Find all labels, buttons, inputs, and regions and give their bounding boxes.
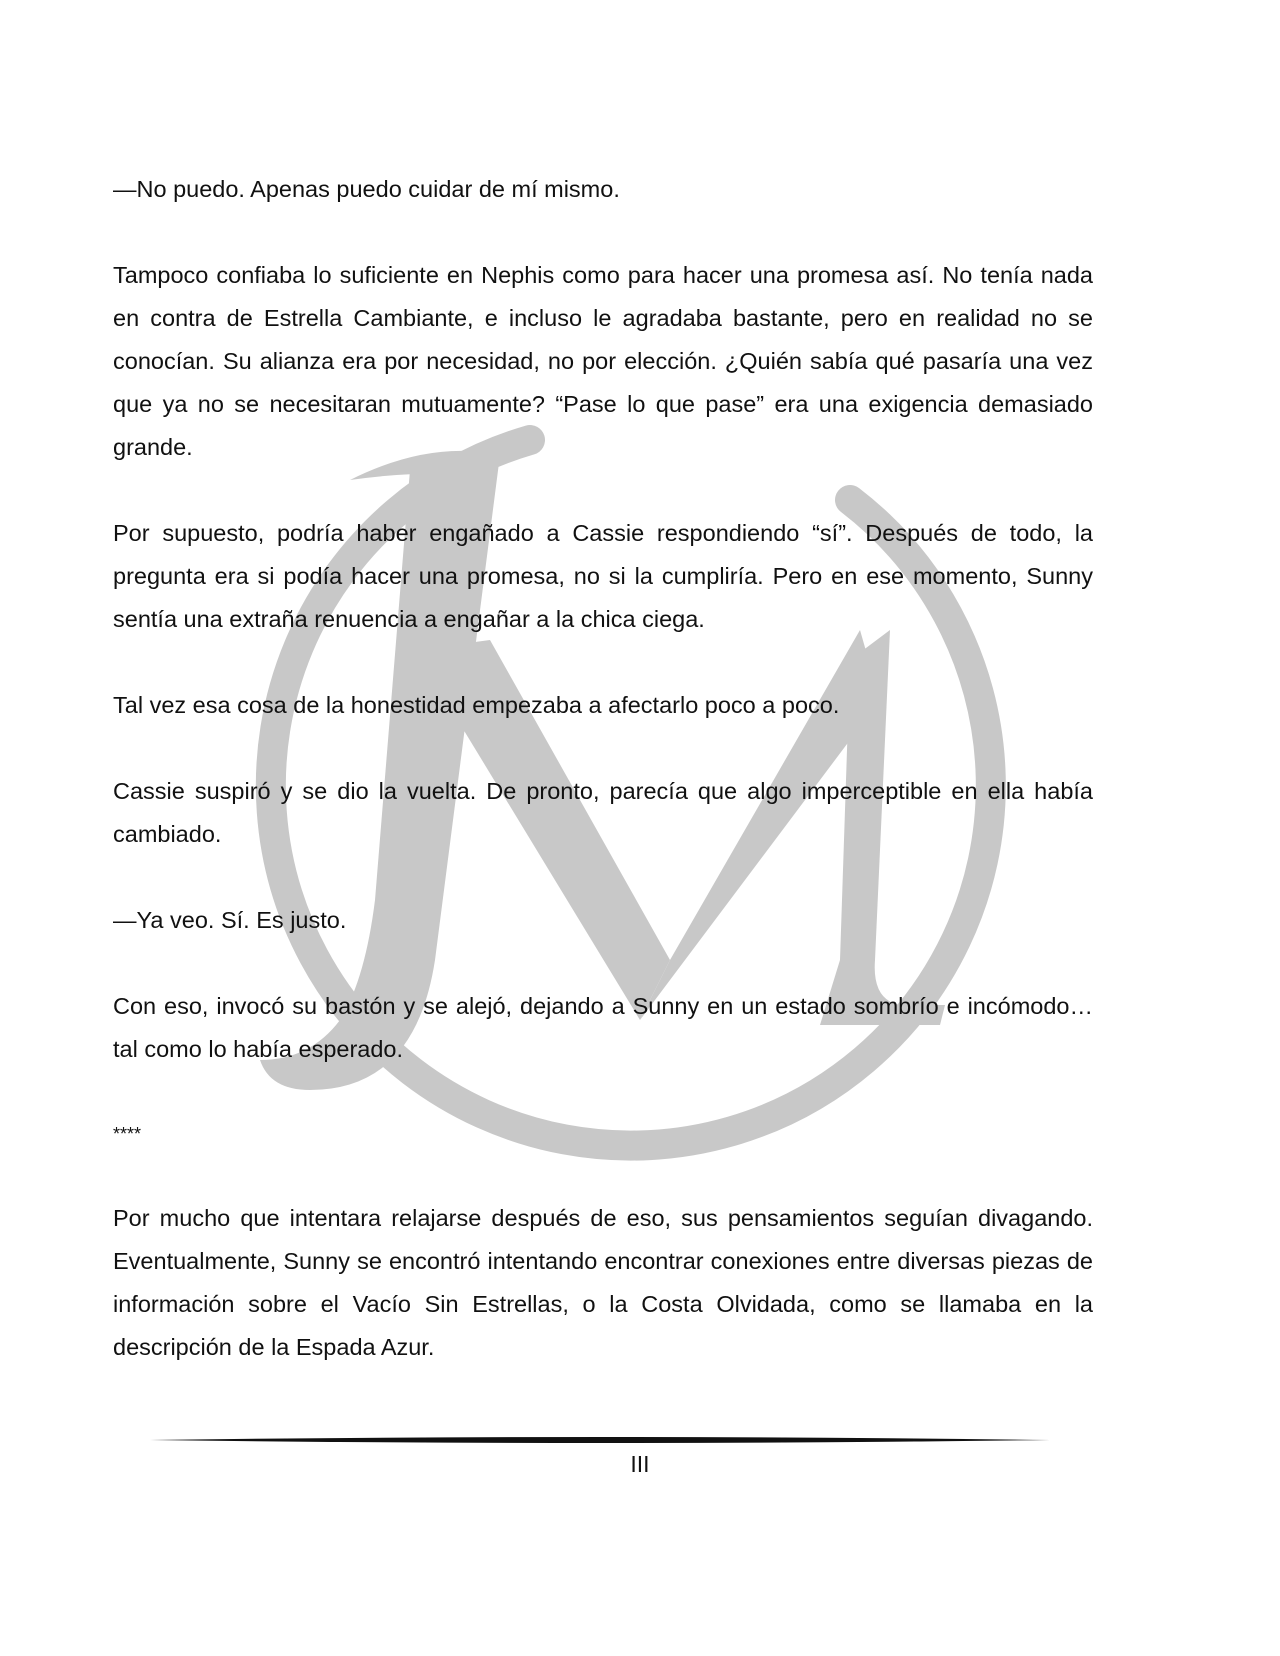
- paragraph-7: Con eso, invocó su bastón y se alejó, dejando a Sunny en un estado sombrío e incómodo… tal como lo había esperado.: [113, 993, 1093, 1062]
- paragraph-6: —Ya veo. Sí. Es justo.: [113, 907, 347, 933]
- paragraph-5: Cassie suspiró y se dio la vuelta. De pronto, parecía que algo imperceptible en ella había cambiado.: [113, 778, 1093, 847]
- paragraph-3: Por supuesto, podría haber engañado a Cassie respondiendo “sí”. Después de todo, la pregunta era si podía hacer una promesa, no si la cumpliría. Pero en ese momento, Sunny sentía una extraña renuencia a engañar a la chica ciega.: [113, 520, 1093, 632]
- scene-separator: ****: [113, 1124, 142, 1144]
- paragraph-2: Tampoco confiaba lo suficiente en Nephis como para hacer una promesa así. No tenía nada en contra de Estrella Cambiante, e incluso le agradaba bastante, pero en realidad no se conocían. Su alianza era por necesidad, no por elección. ¿Quién sabía qué pasaría una vez que ya no se necesitaran mutuamente? “Pase lo que pase” era una exigencia demasiado grande.: [113, 262, 1093, 460]
- paragraph-8: Por mucho que intentara relajarse después de eso, sus pensamientos seguían divagando. Eventualmente, Sunny se encontró intentando encontrar conexiones entre diversas piezas de información sobre el Vacío Sin Estrellas, o la Costa Olvidada, como se llamaba en la descripción de la Espada Azur.: [113, 1205, 1093, 1360]
- paragraph-4: Tal vez esa cosa de la honestidad empezaba a afectarlo poco a poco.: [113, 692, 840, 718]
- paragraph-1: —No puedo. Apenas puedo cuidar de mí mismo.: [113, 176, 620, 202]
- footer-divider: [150, 1434, 1050, 1446]
- page-number: III: [630, 1451, 650, 1477]
- document-body: [113, 168, 1093, 1412]
